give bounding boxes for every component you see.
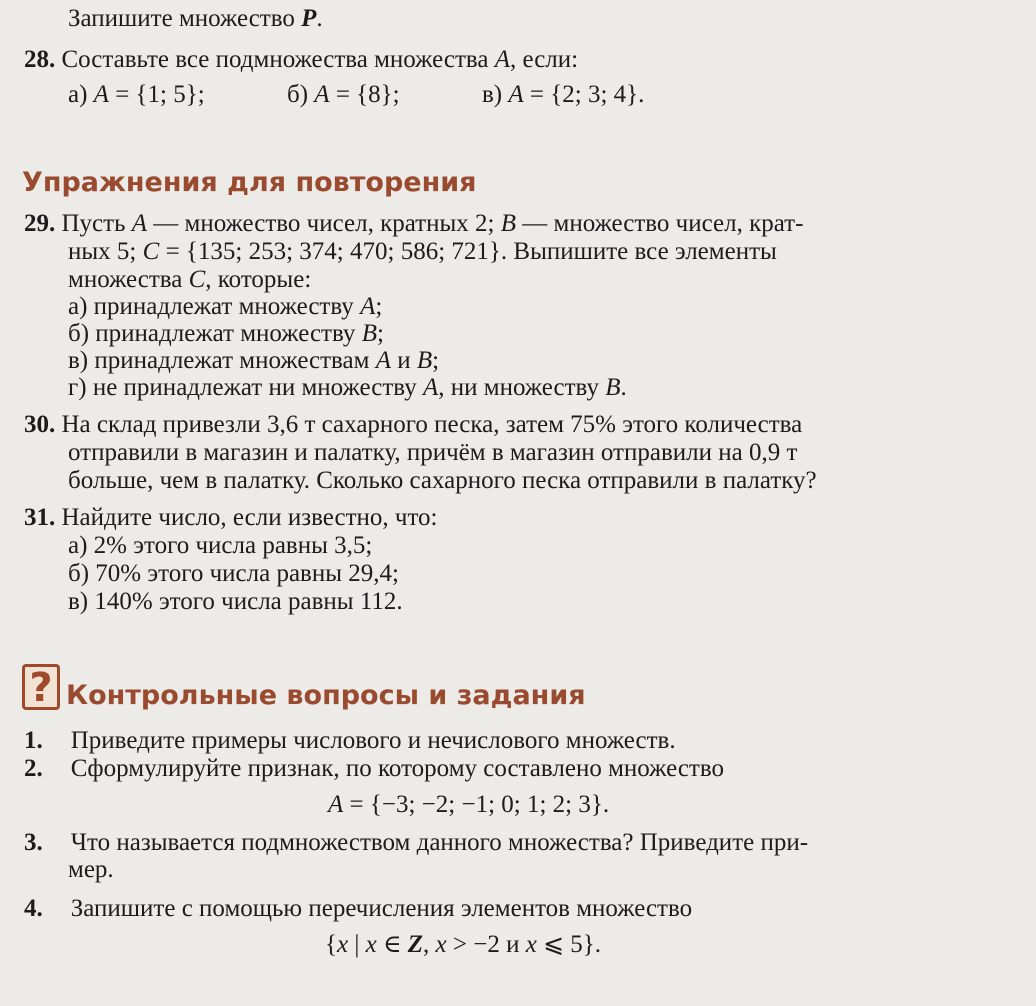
exercise-31-item-b: б) 70% этого числа равны 29,4; <box>68 560 399 587</box>
exercise-30-line-2: отправили в магазин и палатку, причём в магазин отправили на 0,9 т <box>68 439 798 466</box>
item-label: б) <box>287 81 315 108</box>
exercise-30-line-1 <box>24 410 802 440</box>
text: ных 5; <box>68 238 143 265</box>
exercise-29-item-b <box>68 319 384 349</box>
top-line-text: Запишите множество <box>68 5 302 32</box>
formula-part: > −2 и <box>446 931 526 958</box>
text: ; <box>375 293 383 320</box>
exercise-31-item-a: а) 2% этого числа равны 3,5; <box>68 532 373 559</box>
exercise-28-item-c <box>482 80 644 110</box>
question-mark-glyph: ? <box>29 665 53 711</box>
variable: A <box>93 81 109 108</box>
exercise-31-item-c: в) 140% этого числа равны 112. <box>68 588 403 615</box>
text: и <box>390 347 417 374</box>
text: Запишите с помощью перечисления элементов множество <box>70 895 693 922</box>
question-number: 4. <box>24 895 43 922</box>
item-text: = {8}; <box>329 81 400 108</box>
variable: C <box>188 266 206 293</box>
variable: A <box>360 293 376 320</box>
text: , которые: <box>205 266 312 293</box>
item-label: в) <box>482 81 509 108</box>
formula-part: ∈ <box>376 931 408 958</box>
review-heading: Упражнения для повторения <box>22 167 477 198</box>
exercise-30-line-3: больше, чем в палатку. Сколько сахарного песка отправили в палатку? <box>68 467 817 494</box>
text: множества <box>68 266 189 293</box>
question-4 <box>24 894 692 924</box>
text: ; <box>432 347 440 374</box>
text: На склад привезли 3,6 т сахарного песка, затем 75% этого количества <box>61 411 803 438</box>
item-label: а) <box>68 81 94 108</box>
variable: A <box>131 210 148 237</box>
question-2-formula <box>328 790 609 820</box>
question-2 <box>24 754 724 784</box>
exercise-29-item-d <box>68 373 627 403</box>
text: Сформулируйте признак, по которому составлено множество <box>70 755 724 782</box>
variable: A <box>494 46 510 73</box>
variable: B <box>416 347 433 374</box>
variable: A <box>422 374 439 401</box>
variable: x <box>365 931 377 958</box>
question-3-line-1 <box>24 828 808 858</box>
variable: B <box>605 374 621 401</box>
formula: = {−3; −2; −1; 0; 1; 2; 3}. <box>343 791 610 818</box>
exercise-28 <box>24 45 578 75</box>
text: — множество чисел, крат- <box>516 210 804 237</box>
text: Найдите число, если известно, что: <box>61 504 438 531</box>
question-3-line-2: мер. <box>68 856 114 883</box>
exercise-29-line-2 <box>68 237 777 267</box>
variable: x <box>337 931 349 958</box>
top-line <box>68 4 323 34</box>
variable: x <box>435 931 447 958</box>
integers-symbol: Z <box>407 931 424 958</box>
variable: A <box>375 347 391 374</box>
exercise-number: 29. <box>24 210 56 237</box>
text: в) принадлежат множествам <box>68 347 376 374</box>
exercise-text-end: , если: <box>509 46 579 73</box>
text: . <box>620 374 627 401</box>
formula-part: , <box>423 931 436 958</box>
text: = {135; 253; 374; 470; 586; 721}. Выпишите все элементы <box>159 238 777 265</box>
item-text: = {1; 5}; <box>108 81 205 108</box>
text: б) принадлежат множеству <box>68 320 362 347</box>
question-mark-icon <box>22 664 60 710</box>
item-text: = {2; 3; 4}. <box>523 81 645 108</box>
exercise-text: Составьте все подмножества множества <box>61 46 495 73</box>
text: — множество чисел, кратных 2; <box>147 210 501 237</box>
text: а) принадлежат множеству <box>68 293 361 320</box>
text: г) не принадлежат ни множеству <box>68 374 423 401</box>
formula-part: | <box>348 931 366 958</box>
text: , ни множеству <box>438 374 606 401</box>
question-1 <box>24 726 676 756</box>
variable: x <box>525 931 537 958</box>
variable: C <box>142 238 160 265</box>
exercise-number: 28. <box>24 46 56 73</box>
question-number: 3. <box>24 829 43 856</box>
exercise-29-item-c <box>68 346 439 376</box>
exercise-31 <box>24 503 438 533</box>
variable: A <box>328 791 344 818</box>
variable: A <box>508 81 524 108</box>
formula-part: { <box>325 931 337 958</box>
exercise-number: 31. <box>24 504 56 531</box>
questions-heading: Контрольные вопросы и задания <box>66 680 586 711</box>
variable: B <box>500 210 517 237</box>
formula-part: ⩽ 5}. <box>536 931 602 958</box>
exercise-number: 30. <box>24 411 56 438</box>
variable: A <box>314 81 330 108</box>
exercise-29-line-3 <box>68 265 311 295</box>
question-4-formula <box>325 930 601 960</box>
exercise-29-line-1 <box>24 209 930 239</box>
text: Приведите примеры числового и нечислового множеств. <box>70 727 676 754</box>
text: Что называется подмножеством данного множества? Приведите при- <box>70 829 809 856</box>
top-line-var: P <box>301 5 317 32</box>
exercise-28-item-a <box>68 80 205 110</box>
text: ; <box>376 320 384 347</box>
variable: B <box>361 320 377 347</box>
top-line-end: . <box>316 5 323 32</box>
exercise-28-item-b <box>287 80 400 110</box>
exercise-29-item-a <box>68 292 382 322</box>
question-number: 2. <box>24 755 43 782</box>
question-number: 1. <box>24 727 43 754</box>
text: Пусть <box>61 210 132 237</box>
